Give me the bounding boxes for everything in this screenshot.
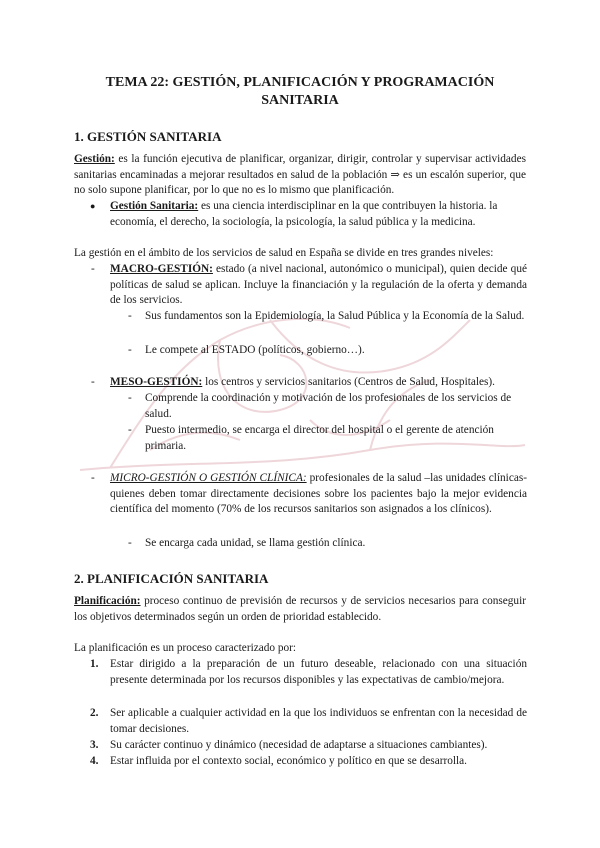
dash-marker: - [91,376,95,388]
meso-sub-item-1: Comprende la coordinación y motivación de los profesionales de los servicios de salud. [145,392,512,420]
dash-marker: - [128,392,132,404]
list-number: 3. [90,739,99,751]
meso-gestion-item [110,375,530,391]
list-item: Su carácter continuo y dinámico (necesidad de adaptarse a situaciones cambiantes). [110,739,488,751]
gestion-sanitaria-term: Gestión Sanitaria: [110,200,199,212]
dash-marker: - [128,344,132,356]
micro-gestion-item [110,471,527,518]
dash-marker: - [128,310,132,322]
list-number: 2. [90,707,99,719]
gestion-sanitaria-bullet [110,199,528,230]
macro-sub-item-1: Sus fundamentos son la Epidemiología, la Salud Pública y la Economía de la Salud. [145,310,525,322]
list-item: Estar influida por el contexto social, económico y político en que se desarrolla. [110,755,467,767]
planificacion-term: Planificación: [74,595,141,607]
macro-gestion-item [110,262,527,309]
list-number: 1. [90,658,99,670]
micro-gestion-term: MICRO-GESTIÓN O GESTIÓN CLÍNICA: [110,472,307,484]
dash-marker: - [128,424,132,436]
micro-sub-item-1: Se encarga cada unidad, se llama gestión clínica. [145,537,366,549]
list-number: 4. [90,755,99,767]
list-item: Estar dirigido a la preparación de un futuro deseable, relacionado con una situación presente determinada por los recursos disponibles y las expectativas de cambio/mejora. [110,658,527,686]
macro-sub-item-2: Le compete al ESTADO (políticos, gobierno…). [145,344,365,356]
dash-marker: - [91,472,95,484]
page-title: TEMA 22: GESTIÓN, PLANIFICACIÓN Y PROGRAMACIÓN SANITARIA [105,75,495,108]
levels-intro: La gestión en el ámbito de los servicios de salud en España se divide en tres grandes niveles: [74,247,494,259]
gestion-sanitaria-text: es una ciencia interdisciplinar en la que contribuyen la historia. la economía, el derecho, la sociología, la psicología, la salud pública y la medicina. [110,200,498,228]
gestion-text: es la función ejecutiva de planificar, organizar, dirigir, controlar y supervisar actividades sanitarias encaminadas a mejorar resultados en salud de la población ⇒ es un escalón superior, que no solo supone planificar, por lo que no es lo mismo que planificación. [74,153,526,197]
gestion-definition [74,152,526,199]
bullet-marker: ● [90,201,96,211]
macro-gestion-term: MACRO-GESTIÓN: [110,263,213,275]
dash-marker: - [128,537,132,549]
meso-gestion-text: los centros y servicios sanitarios (Centros de Salud, Hospitales). [202,376,496,388]
section-1-heading: 1. GESTIÓN SANITARIA [74,129,222,144]
section-2-heading: 2. PLANIFICACIÓN SANITARIA [74,571,269,586]
micro-gestion-text: profesionales de la salud –las unidades clínicas- quienes deben tomar directamente decisiones sobre los pacientes bajo la mejor evidencia científica del momento (70% de los recursos sanitarios son asignados a los clínicos). [110,472,528,516]
macro-gestion-text: estado (a nivel nacional, autonómico o municipal), quien decide qué políticas de salud se aplican. Incluye la financiación y la regulación de la oferta y demanda de los servicios. [110,263,527,307]
planificacion-intro: La planificación es un proceso caracterizado por: [74,642,297,654]
dash-marker: - [91,263,95,275]
meso-gestion-term: MESO-GESTIÓN: [110,376,203,388]
gestion-term: Gestión: [74,153,115,165]
list-item: Ser aplicable a cualquier actividad en la que los individuos se enfrentan con la necesidad de tomar decisiones. [110,707,527,735]
planificacion-text: proceso continuo de previsión de recursos y de servicios necesarios para conseguir los objetivos determinados según un orden de prioridad establecido. [74,595,526,623]
planificacion-definition [74,594,526,625]
meso-sub-item-2: Puesto intermedio, se encarga el director del hospital o el gerente de atención primaria. [145,424,494,452]
